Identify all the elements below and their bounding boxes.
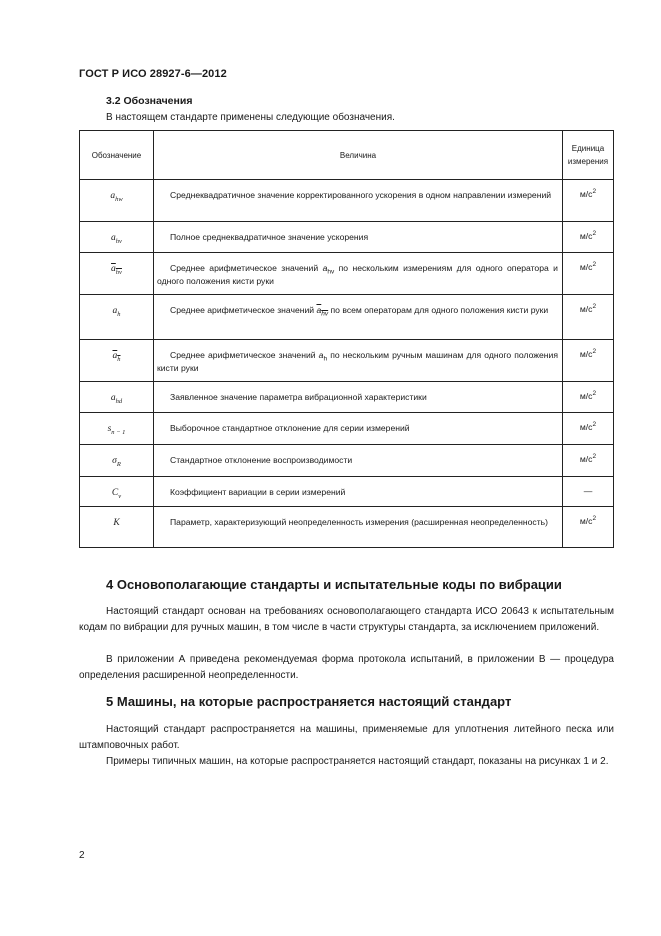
- symbol-cell: [80, 180, 154, 222]
- symbol-cell: [80, 382, 154, 413]
- symbol: σ: [112, 456, 117, 466]
- symbol-overlined: [113, 351, 121, 361]
- unit-cell: [563, 382, 614, 413]
- unit-cell: [563, 295, 614, 340]
- quantity-text: Параметр, характеризующий неопределенность измерения (расширенная неопределенность): [170, 517, 548, 527]
- symbol: C: [111, 488, 119, 498]
- quantity-cell: [154, 295, 563, 340]
- unit-cell: [563, 413, 614, 445]
- symbol-cell: [80, 295, 154, 340]
- unit-exponent: 2: [592, 348, 597, 356]
- unit-cell: [563, 477, 614, 507]
- quantity-cell: [154, 445, 563, 477]
- symbol: a: [112, 351, 118, 361]
- unit-exponent: 2: [592, 303, 597, 311]
- quantity-text: Среднеквадратичное значение корректированного ускорения в одном направлении измерений: [170, 190, 552, 200]
- header-unit: Единица измерения: [563, 131, 614, 180]
- inline-symbol: a: [322, 263, 328, 273]
- quantity-text: Коэффициент вариации в серии измерений: [170, 487, 346, 497]
- quantity-cell: [154, 253, 563, 295]
- symbol: a: [111, 233, 116, 243]
- symbol-subscript: v: [118, 492, 122, 500]
- symbol-subscript: hw: [115, 195, 123, 203]
- quantity-cell: [154, 222, 563, 253]
- unit-exponent: 2: [592, 230, 597, 238]
- page-number: 2: [79, 850, 85, 861]
- section-4-paragraph-1: [79, 604, 614, 636]
- quantity-text: Среднее арифметическое значений: [170, 350, 319, 360]
- quantity-cell: [154, 180, 563, 222]
- header-quantity: Величина: [154, 131, 563, 180]
- symbol: K: [113, 518, 120, 528]
- unit: м/с: [579, 189, 593, 199]
- table-row: [80, 507, 614, 548]
- quantity-cell: [154, 413, 563, 445]
- symbol-subscript: h: [117, 355, 121, 363]
- unit: м/с: [579, 422, 593, 432]
- symbols-table: [79, 130, 614, 548]
- table-row: [80, 382, 614, 413]
- table-row: [80, 253, 614, 295]
- quantity-cell: [154, 340, 563, 382]
- symbol-cell: [80, 477, 154, 507]
- quantity-text: Заявленное значение параметра вибрационной характеристики: [170, 392, 427, 402]
- symbol-cell: [80, 507, 154, 548]
- symbol-subscript: n − 1: [111, 428, 126, 436]
- symbol-cell: [80, 340, 154, 382]
- unit: м/с: [579, 304, 593, 314]
- inline-symbol: a: [318, 350, 324, 360]
- unit-cell: [563, 507, 614, 548]
- section-4-title: 4 Основополагающие стандарты и испытательные коды по вибрации: [106, 577, 562, 592]
- unit-exponent: 2: [592, 390, 597, 398]
- unit: м/с: [579, 262, 593, 272]
- symbol-cell: [80, 445, 154, 477]
- symbol-subscript: hd: [115, 397, 123, 405]
- paragraph-text: Настоящий стандарт основан на требованиях основополагающего стандарта ИСО 20643 к испытательным кодам по вибрации для ручных машин, в том числе в части структуры стандарта, за исключением приложений.: [79, 606, 614, 633]
- symbol-overlined: [111, 264, 122, 274]
- document-header: ГОСТ Р ИСО 28927-6—2012: [79, 68, 227, 80]
- inline-subscript: hv: [327, 268, 335, 276]
- unit: м/с: [579, 231, 593, 241]
- section-5-paragraph-2: [79, 754, 614, 770]
- unit-cell: [563, 340, 614, 382]
- quantity-cell: [154, 507, 563, 548]
- table-row: [80, 413, 614, 445]
- section-3-2-intro: В настоящем стандарте применены следующие обозначения.: [106, 112, 395, 123]
- table-row: [80, 222, 614, 253]
- symbol-subscript: hv: [115, 237, 122, 245]
- unit: м/с: [579, 391, 593, 401]
- unit: м/с: [579, 516, 593, 526]
- table-row: [80, 445, 614, 477]
- symbol-subscript: R: [116, 460, 121, 468]
- unit-exponent: 2: [592, 261, 597, 269]
- unit-cell: [563, 180, 614, 222]
- unit-exponent: 2: [592, 453, 597, 461]
- section-4-paragraph-2: [79, 652, 614, 684]
- table-row: [80, 477, 614, 507]
- section-3-2-title: 3.2 Обозначения: [106, 95, 193, 107]
- paragraph-text: Примеры типичных машин, на которые распространяется настоящий стандарт, показаны на рисунках 1 и 2.: [106, 756, 609, 767]
- symbol-cell: [80, 253, 154, 295]
- quantity-text: Полное среднеквадратичное значение ускорения: [170, 232, 369, 242]
- unit-exponent: 2: [592, 188, 597, 196]
- quantity-text: по всем операторам для одного положения кисти руки: [328, 305, 549, 315]
- table-row: [80, 180, 614, 222]
- symbol-subscript: hv: [115, 268, 122, 276]
- quantity-text: Среднее арифметическое значений: [170, 305, 317, 315]
- symbol: a: [110, 393, 116, 403]
- symbol: a: [112, 306, 118, 316]
- unit-cell: [563, 253, 614, 295]
- inline-subscript: h: [323, 355, 328, 363]
- unit-exponent: 2: [592, 421, 597, 429]
- symbol-subscript: h: [117, 310, 121, 318]
- inline-symbol: a: [316, 305, 322, 315]
- unit: м/с: [579, 454, 593, 464]
- quantity-text: Выборочное стандартное отклонение для серии измерений: [170, 423, 410, 433]
- table-row: [80, 295, 614, 340]
- unit-cell: [563, 222, 614, 253]
- symbol: a: [111, 264, 116, 274]
- symbol: s: [107, 424, 112, 434]
- inline-symbol-overlined: [316, 305, 329, 318]
- quantity-text: по нескольким измерениям для одного оператора и одного положения кисти руки: [157, 263, 558, 286]
- inline-subscript: hv: [321, 310, 329, 318]
- quantity-text: Стандартное отклонение воспроизводимости: [170, 455, 353, 465]
- paragraph-text: Настоящий стандарт распространяется на машины, применяемые для уплотнения литейного песка или штамповочных работ.: [79, 724, 614, 751]
- symbol-cell: [80, 222, 154, 253]
- symbol: a: [110, 191, 116, 201]
- quantity-cell: [154, 477, 563, 507]
- unit: м/с: [579, 349, 593, 359]
- symbol-cell: [80, 413, 154, 445]
- quantity-text: по нескольким ручным машинам для одного положения кисти руки: [157, 350, 558, 373]
- table-header-row: [80, 131, 614, 180]
- quantity-cell: [154, 382, 563, 413]
- header-symbol: Обозначение: [80, 131, 154, 180]
- quantity-text: Среднее арифметическое значений: [170, 263, 323, 273]
- paragraph-text: В приложении А приведена рекомендуемая форма протокола испытаний, в приложении В — процедура определения расширенной неопределенности.: [79, 654, 614, 681]
- unit-cell: [563, 445, 614, 477]
- unit: —: [583, 486, 593, 496]
- unit-exponent: 2: [592, 515, 597, 523]
- section-5-title: 5 Машины, на которые распространяется настоящий стандарт: [106, 694, 512, 709]
- section-5-paragraph-1: [79, 722, 614, 754]
- table-row: [80, 340, 614, 382]
